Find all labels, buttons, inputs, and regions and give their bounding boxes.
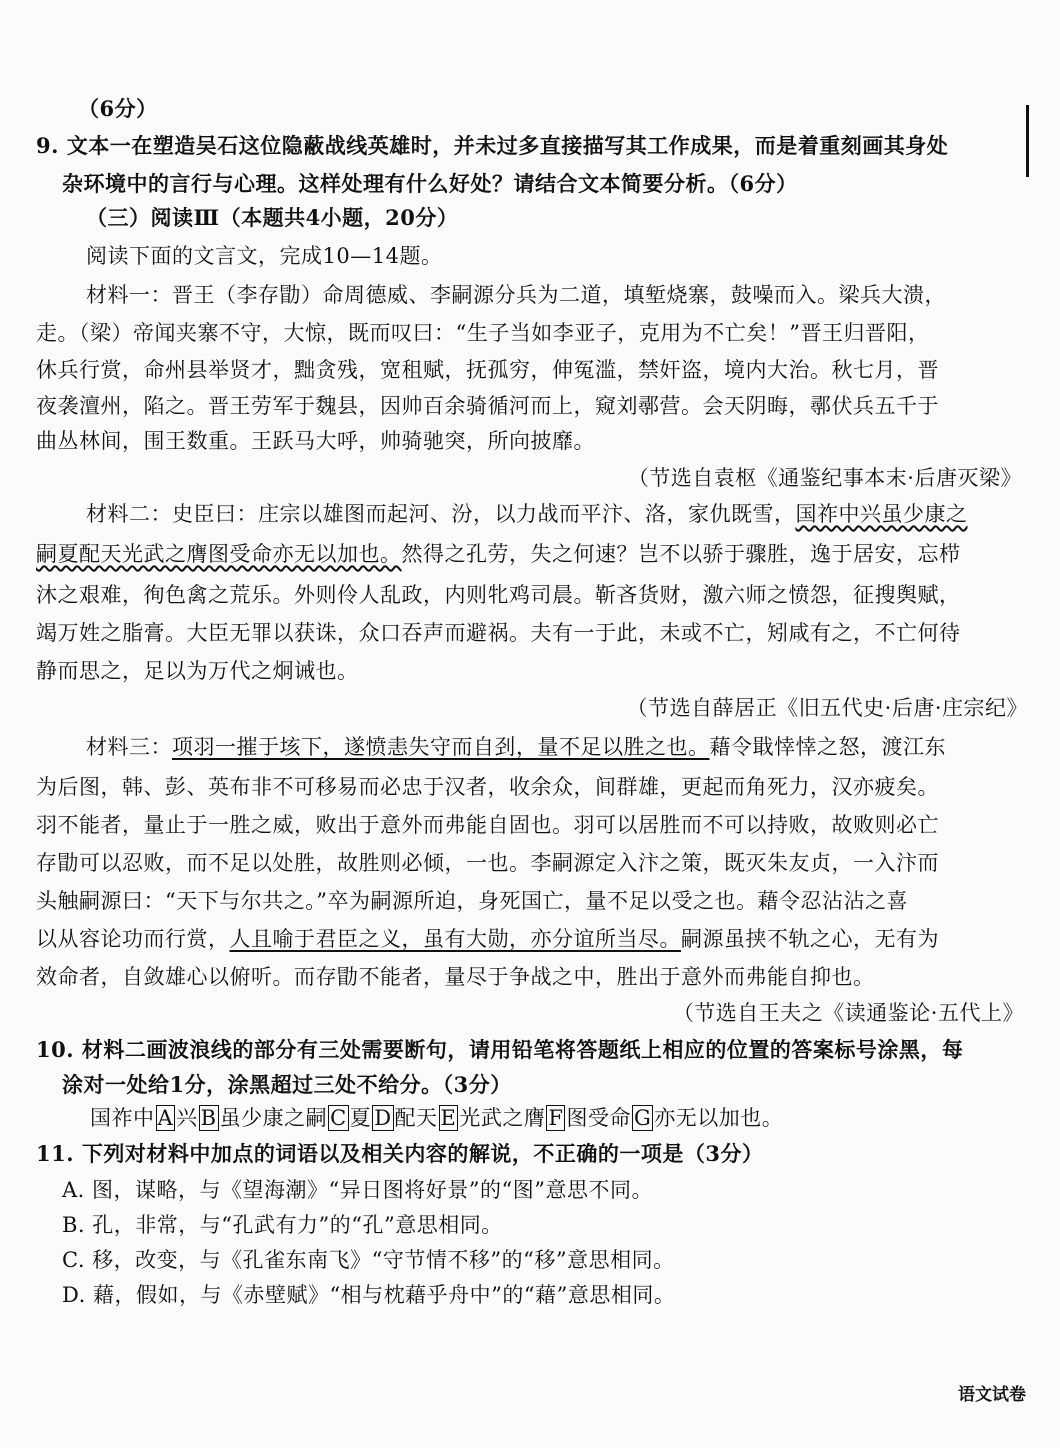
q11-stem: 11. 下列对材料中加点的词语以及相关内容的解说，不正确的一项是（3分） (36, 1141, 764, 1166)
material-2-line-1 (86, 499, 968, 529)
q8-score-tail: （6分） (78, 96, 158, 121)
q10-line-1: 10. 材料二画波浪线的部分有三处需要断句，请用铅笔将答题纸上相应的位置的答案标号涂黑，每 (36, 1037, 964, 1062)
page-footer: 语文试卷 (958, 1385, 1026, 1405)
material-3-line: 存勖可以忍败，而不足以处胜，故胜则必倾，一也。李嗣源定入汴之策，既灭朱友贞，一入汴而 (36, 851, 939, 875)
material-2-line: 沐之艰难，徇色禽之荒乐。外则伶人乱政，内则牝鸡司晨。靳吝货财，激六师之愤怨，征搜舆赋， (36, 583, 961, 607)
q10-segment: 光武之膺 (459, 1106, 546, 1130)
answer-box-b[interactable]: B (200, 1106, 217, 1130)
section-intro: 阅读下面的文言文，完成10—14题。 (86, 244, 443, 268)
material-2-wavy-text: 嗣夏配天光武之膺图受命亦无以加也。 (36, 542, 402, 566)
answer-box-c[interactable]: C (330, 1106, 347, 1130)
answer-box-a[interactable]: A (157, 1106, 174, 1130)
q11-option-a: A. 图，谋略，与《望海潮》“异日图将好景”的“图”意思不同。 (62, 1178, 653, 1202)
material-3-line: 羽不能者，量止于一胜之威，败出于意外而弗能自固也。羽可以居胜而不可以持败，故败则必亡 (36, 813, 939, 837)
q9-line-1: 9. 文本一在塑造吴石这位隐蔽战线英雄时，并未过多直接描写其工作成果，而是着重刻画其身处 (36, 133, 949, 158)
material-3-line-6-text: 以从容论功而行赏， (36, 927, 230, 951)
material-1-line: 夜袭澶州，陷之。晋王劳军于魏县，因帅百余骑循河而上，窥刘鄩营。会天阴晦，鄩伏兵五千于 (36, 394, 939, 418)
q10-segment: 夏 (349, 1106, 372, 1130)
page-edge-mark (1026, 105, 1029, 177)
q10-segment: 兴 (176, 1106, 198, 1130)
material-3-source: （节选自王夫之《读通鉴论·五代上》 (672, 1001, 1024, 1025)
q10-line-2: 涂对一处给1分，涂黑超过三处不给分。（3分） (62, 1072, 512, 1097)
material-3-label: 材料三： (86, 735, 172, 759)
material-2-line: 竭万姓之脂膏。大臣无罪以获诛，众口吞声而避祸。夫有一于此，未或不亡，矧咸有之，不亡何待 (36, 621, 961, 645)
q10-segment: 配天 (394, 1106, 438, 1130)
answer-box-e[interactable]: E (440, 1106, 457, 1130)
q10-segment: 虽少康之嗣 (219, 1106, 328, 1130)
q9-line-2: 杂环境中的言行与心理。这样处理有什么好处？请结合文本简要分析。（6分） (62, 171, 798, 196)
material-2-wavy-text: 国祚中兴虽少康之 (795, 502, 968, 526)
material-2-line: 静而思之，足以为万代之炯诫也。 (36, 659, 359, 683)
q11-option-b: B. 孔，非常，与“孔武有力”的“孔”意思相同。 (62, 1213, 503, 1237)
material-3-line-6-tail: 嗣源虽挟不轨之心，无有为 (681, 927, 939, 951)
material-1-source: （节选自袁枢《通鉴纪事本末·后唐灭梁》 (627, 466, 1022, 490)
q10-segment: 图受命 (566, 1106, 631, 1130)
material-3-line: 效命者，自敛雄心以俯听。而存勖不能者，量尽于争战之中，胜出于意外而弗能自抑也。 (36, 965, 875, 989)
answer-box-g[interactable]: G (633, 1106, 652, 1130)
q10-answer-row (90, 1103, 783, 1133)
material-3-underlined-text: 人且喻于君臣之义，虽有大勋，亦分谊所当尽。 (229, 927, 681, 951)
q10-segment: 亦无以加也。 (654, 1106, 784, 1130)
material-3-underlined-text: 项羽一摧于垓下，遂愤恚失守而自刭，量不足以胜之也。 (172, 735, 710, 759)
material-2-source: （节选自薛居正《旧五代史·后唐·庄宗纪》 (626, 696, 1028, 720)
material-1-line: 休兵行赏，命州县举贤才，黜贪残，宽租赋，抚孤穷，伸冤滥，禁奸盗，境内大治。秋七月，晋 (36, 358, 939, 382)
material-3-line-6 (36, 924, 939, 954)
material-3-line-1-text: 藉令戢悻悻之怒，渡江东 (709, 735, 946, 759)
material-3-line: 头触嗣源曰：“天下与尔共之。”卒为嗣源所迫，身死国亡，量不足以受之也。藉令忍沾沾之喜 (36, 889, 908, 913)
material-3-line-1 (86, 732, 946, 762)
section-title: （三）阅读Ⅲ（本题共4小题，20分） (86, 205, 459, 230)
material-2-line-2-text: 然得之孔劳，失之何速？岂不以骄于骤胜，逸于居安，忘栉 (401, 542, 961, 566)
q10-segment: 国祚中 (90, 1106, 155, 1130)
material-1-line: 曲丛林间，围王数重。王跃马大呼，帅骑驰突，所向披靡。 (36, 429, 595, 453)
material-3-line: 为后图，韩、彭、英布非不可移易而必忠于汉者，收余众，间群雄，更起而角死力，汉亦疲矣。 (36, 775, 939, 799)
material-1-line: 材料一：晋王（李存勖）命周德威、李嗣源分兵为二道，填堑烧寨，鼓噪而入。梁兵大溃， (86, 283, 946, 307)
answer-box-d[interactable]: D (374, 1106, 392, 1130)
material-2-line-1-text: 材料二：史臣曰：庄宗以雄图而起河、汾，以力战而平汴、洛，家仇既雪， (86, 502, 796, 526)
material-2-line-2 (36, 539, 961, 569)
answer-box-f[interactable]: F (548, 1106, 564, 1130)
q11-option-c: C. 移，改变，与《孔雀东南飞》“守节情不移”的“移”意思相同。 (62, 1248, 675, 1272)
material-1-line: 走。（梁）帝闻夹寨不守，大惊，既而叹曰：“生子当如李亚子，克用为不亡矣！”晋王归晋阳， (36, 321, 930, 345)
q11-option-d: D. 藉，假如，与《赤壁赋》“相与枕藉乎舟中”的“藉”意思相同。 (62, 1283, 676, 1307)
